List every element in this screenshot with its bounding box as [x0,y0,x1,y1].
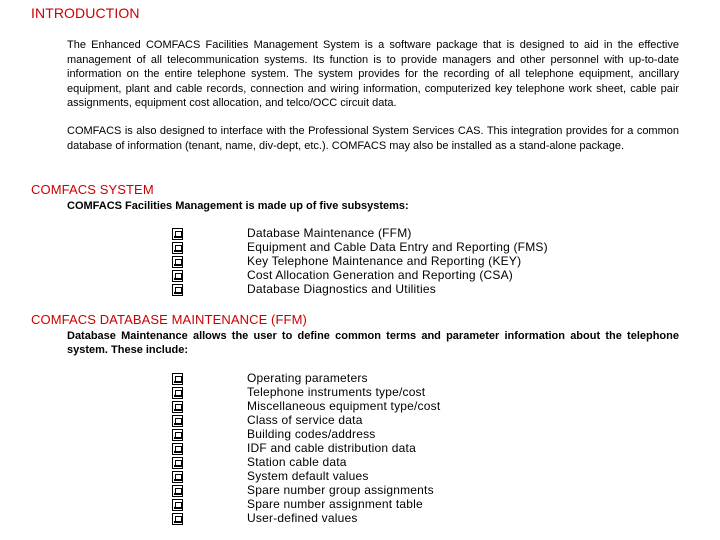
document-bullet-icon [172,457,183,469]
database-heading: COMFACS DATABASE MAINTENANCE (FFM) [31,312,307,327]
document-bullet-icon [172,387,183,399]
subsystem-item: Equipment and Cable Data Entry and Reporting (FMS) [247,240,548,254]
document-bullet-icon [172,499,183,511]
subsystem-item: Key Telephone Maintenance and Reporting (KEY) [247,254,522,268]
document-bullet-icon [172,429,183,441]
introduction-heading: INTRODUCTION [31,5,140,21]
system-subsystem-list [247,226,548,296]
parameter-item: Building codes/address [247,427,376,441]
parameter-item: Station cable data [247,455,347,469]
database-bullet-column [172,373,186,527]
parameter-item: User-defined values [247,511,358,525]
system-heading: COMFACS SYSTEM [31,182,154,197]
subsystem-item: Cost Allocation Generation and Reporting (CSA) [247,268,514,282]
system-bullet-column [172,228,186,298]
document-bullet-icon [172,485,183,497]
document-bullet-icon [172,415,183,427]
document-bullet-icon [172,256,183,268]
subsystem-item: Database Maintenance (FFM) [247,226,412,240]
document-bullet-icon [172,443,183,455]
document-bullet-icon [172,513,183,525]
document-bullet-icon [172,242,183,254]
document-bullet-icon [172,471,183,483]
system-subheading: COMFACS Facilities Management is made up of five subsystems: [67,200,409,212]
document-bullet-icon [172,228,183,240]
parameter-item: Class of service data [247,413,363,427]
database-subheading: Database Maintenance allows the user to define common terms and parameter information about the telephone system. These include: [67,330,679,356]
parameter-item: Telephone instruments type/cost [247,385,426,399]
parameter-item: System default values [247,469,369,483]
document-bullet-icon [172,401,183,413]
parameter-item: Spare number assignment table [247,497,423,511]
parameter-item: IDF and cable distribution data [247,441,416,455]
subsystem-item: Database Diagnostics and Utilities [247,282,436,296]
parameter-item: Operating parameters [247,371,368,385]
document-bullet-icon [172,373,183,385]
introduction-paragraph-2: COMFACS is also designed to interface with the Professional System Services CAS. This integration provides for a common database of information (tenant, name, div-dept, etc.). COMFACS may also be installed as a stand-alone package. [67,125,679,152]
document-bullet-icon [172,284,183,296]
parameter-item: Miscellaneous equipment type/cost [247,399,441,413]
document-bullet-icon [172,270,183,282]
introduction-paragraph-1: The Enhanced COMFACS Facilities Management System is a software package that is designed to aid in the effective management of all telecommunication systems. Its function is to provide managers and other personnel with up-to-date information on the entire telephone system. The system provides for the recording of all telephone equipment, ancillary equipment, plant and cable records, connection and wiring information, computerized key telephone work sheet, cable pair assignments, equipment cost allocation, and telco/OCC circuit data. [67,39,679,109]
database-parameter-list [247,371,440,525]
parameter-item: Spare number group assignments [247,483,434,497]
